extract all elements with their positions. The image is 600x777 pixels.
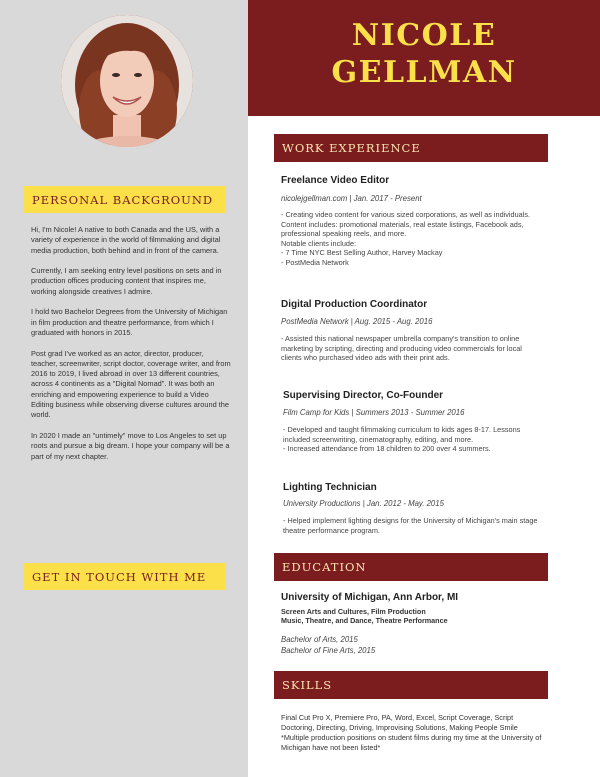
skills-text [281,713,543,753]
work-experience-heading: WORK EXPERIENCE [274,134,548,162]
profile-photo [61,15,193,147]
last-name: GELLMAN [331,55,517,90]
program-list [281,607,521,626]
education-heading: EDUCATION [274,553,548,581]
skills-note: *Multiple production positions on student films during my time at the University of Michigan have not been listed* [281,733,542,753]
skills-list: Final Cut Pro X, Premiere Pro, PA, Word, Excel, Script Coverage, Script Doctoring, Directing, Driving, Improvising Solutions, Making People Smile [281,713,518,733]
bio-paragraph: Post grad I've worked as an actor, director, producer, teacher, screenwriter, script doctor, coverage writer, and from 2016 to 2019, I lived abroad in over 13 different countries, across 4 continents as a "Digital Nomad". It was both an enriching and empowering experience to build a Video Editing business while observing diverse cultures around the world. [31,348,231,420]
contact-heading: GET IN TOUCH WITH ME [23,563,225,590]
job-meta: University Productions | Jan. 2012 - May. 2015 [283,499,444,508]
bio-paragraph: In 2020 I made an "untimely" move to Los Angeles to set up roots and pursue a big dream. I hope your company will be a part of my next chapter. [31,430,230,461]
job-meta: PostMedia Network | Aug. 2015 - Aug. 2016 [281,317,433,326]
school-name: University of Michigan, Ann Arbor, MI [281,592,459,603]
degree: Bachelor of Arts, 2015 [281,635,358,644]
job-description-text: - Developed and taught filmmaking curriculum to kids ages 8-17. Lessons included screenwriting, cinematography, editing, and more. - Increased attendance from 18 children to 200 over 4 summers. [283,425,521,454]
name-title [248,17,600,91]
job-description [281,334,543,363]
job-description [281,210,541,268]
job-title: Digital Production Coordinator [281,299,428,310]
job-description-text: - Helped implement lighting designs for the University of Michigan's main stage theatre performance program. [283,516,538,535]
personal-background-heading: PERSONAL BACKGROUND [23,186,225,213]
bio-paragraph: I hold two Bachelor Degrees from the University of Michigan in film production and theatre performance, from which I graduated with honors in 2015. [31,307,228,337]
job-description-text: - Creating video content for various sized corporations, as well as individuals. Content includes: promotional materials, real estate listings, Facebook ads, professional speaking reels, and more. Notable clients include: - 7 Time NYC Best Selling Author, Harvey Mackay - PostMedia Network [281,210,531,267]
job-title: Supervising Director, Co-Founder [283,390,444,401]
job-description [283,516,543,535]
job-description [283,425,543,454]
degree-list [281,634,375,656]
program-line: Music, Theatre, and Dance, Theatre Performance [281,616,448,626]
job-title: Freelance Video Editor [281,175,390,186]
program-line: Screen Arts and Cultures, Film Production [281,607,426,616]
job-meta: nicolejgellman.com | Jan. 2017 - Present [281,194,422,203]
bio-paragraph: Hi, I'm Nicole! A native to both Canada and the US, with a variety of experience in the world of filmmaking and digital media production, both behind and in front of the camera. [31,225,221,255]
job-meta: Film Camp for Kids | Summers 2013 - Summer 2016 [283,408,465,417]
bio-text [31,225,231,472]
degree: Bachelor of Fine Arts, 2015 [281,646,376,655]
job-description-text: - Assisted this national newspaper umbrella company's transition to online marketing by scripting, directing and producing video commercials for local clients who purchased video ads with their print ads. [281,334,522,363]
job-title: Lighting Technician [283,482,377,493]
first-name: NICOLE [351,18,497,53]
skills-heading: SKILLS [274,671,548,699]
bio-paragraph: Currently, I am seeking entry level positions on sets and in production offices producing content that inspires me, working alongside creatives I admire. [31,266,222,296]
